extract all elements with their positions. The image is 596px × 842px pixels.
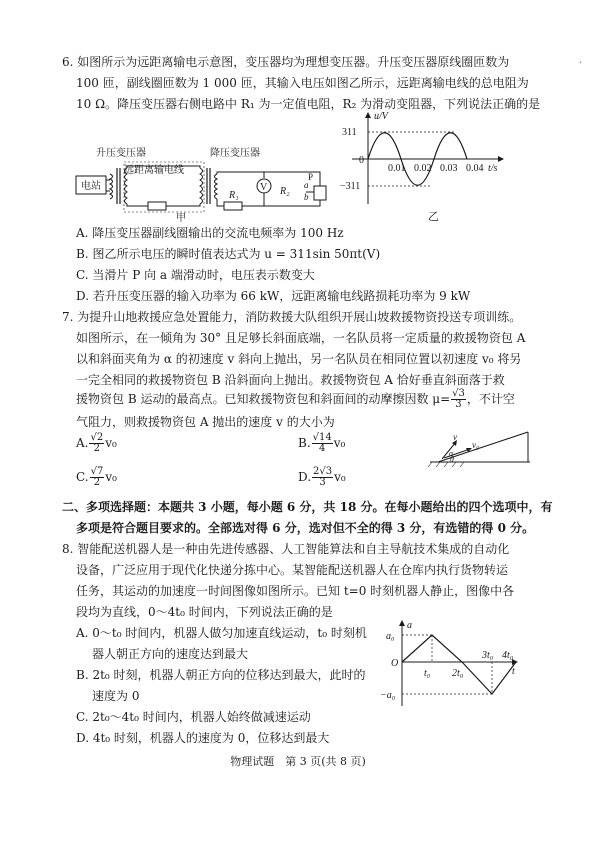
opt-c-num: √7	[90, 466, 104, 477]
slider-p-label: P	[308, 172, 314, 182]
q7-line1: 7. 为提升山地救援应急处置能力，消防救援大队组织开展山坡救援物资投送专项训练。	[62, 310, 522, 324]
q8-option-c: C. 2t₀～4t₀ 时间内，机器人始终做减速运动	[76, 710, 311, 724]
q6-line3: 10 Ω。降压变压器右侧电路中 R₁ 为一定值电阻，R₂ 为滑动变阻器，下列说法正确的是	[76, 97, 541, 111]
opt-b-den: 4	[319, 443, 326, 454]
opt-a-den: 2	[93, 443, 101, 454]
y-top-label: 311	[342, 127, 357, 138]
q8-option-d: D. 4t₀ 时刻，机器人的速度为 0，位移达到最大	[76, 731, 330, 745]
q6-option-b: B. 图乙所示电压的瞬时值表达式为 u = 311sin 50πt(V)	[76, 247, 381, 261]
opt-d-den: 3	[319, 477, 326, 488]
section2-line2: 多项是符合题目要求的。全部选对得 6 分，选对但不全的得 3 分，有选错的得 0 分。	[76, 521, 535, 535]
step-up-primary-coil	[110, 174, 113, 199]
q7-line6: 气阻力，则救援物资包 A 抛出的速度 v 的大小为	[76, 415, 335, 429]
opt-c-den: 2	[93, 477, 101, 488]
graph-neg-a0-label: −a₀	[380, 690, 396, 701]
page-footer: 物理试题 第 3 页(共 8 页)	[230, 755, 366, 768]
q7-option-c: C. $\frac{√7}{2}$ v₀	[76, 466, 117, 488]
q6-option-a: A. 降压变压器副线圈输出的交流电频率为 100 Hz	[76, 226, 344, 240]
q8-option-a-line1: A. 0～t₀ 时间内，机器人做匀加速直线运动，t₀ 时刻机	[76, 626, 367, 640]
mu-num: √3	[452, 388, 465, 399]
y-bottom-label: −311	[340, 181, 361, 192]
q7-line4: 一完全相同的救援物资包 B 沿斜面向上抛出。救援物资包 A 恰好垂直斜面落于救	[76, 373, 505, 387]
q7-line5	[76, 388, 515, 410]
incline-theta-label: θ	[450, 455, 454, 464]
graph-2t0-label: 2t₀	[452, 668, 464, 679]
line-label: 远距离输电线	[124, 165, 184, 176]
q6-option-d: D. 若升压变压器的输入功率为 66 kW，远距离输电线路损耗功率为 9 kW	[76, 289, 471, 303]
r2-label: R₂	[280, 186, 290, 197]
q8-line2: 设备，广泛应用于现代化快递分拣中心。某智能配送机器人在仓库内执行货物转运	[76, 563, 509, 577]
line-resistor	[148, 202, 166, 210]
acceleration-time-graph	[378, 618, 522, 708]
q8-option-b-line1: B. 2t₀ 时刻，机器人朝正方向的位移达到最大，此时的	[76, 668, 366, 682]
mu-den: 3	[455, 399, 462, 410]
tick-002: 0.02	[414, 163, 432, 174]
origin-label: 0	[359, 155, 364, 166]
r1-label: R₁	[229, 190, 239, 201]
mu-fraction	[451, 389, 466, 410]
graph-4t0-label: 4t₀	[502, 650, 514, 661]
graph-t0-label: t₀	[424, 668, 431, 679]
q8-line4: 段均为直线，0～4t₀ 时间内，下列说法正确的是	[76, 605, 333, 619]
graph-origin: O	[391, 658, 399, 669]
transmission-circuit-figure	[74, 146, 328, 222]
q6-option-c: C. 当滑片 P 向 a 端滑动时，电压表示数变大	[76, 268, 315, 282]
q7-option-a: A. $\frac{√2}{2}$ v₀	[76, 432, 117, 454]
q8-line1: 8. 智能配送机器人是一种由先进传感器、人工智能算法和自主导航技术集成的自动化	[62, 542, 510, 556]
acceleration-line	[402, 635, 516, 694]
voltmeter-label: V	[260, 182, 268, 193]
figure-jia-caption: 甲	[176, 213, 186, 222]
incline-figure	[426, 426, 536, 468]
graph-a0-label: a₀	[386, 631, 395, 642]
tick-003: 0.03	[440, 163, 458, 174]
corner-mark: ·	[578, 58, 582, 69]
graph-xlabel: t	[512, 666, 515, 677]
slider-b-label: b	[304, 192, 309, 202]
q7-option-b: B. $\frac{√14}{4}$ v₀	[298, 432, 346, 454]
graph-3t0-label: 3t₀	[482, 650, 494, 661]
slider-a-label: a	[304, 180, 309, 190]
step-down-secondary-coil	[215, 174, 218, 199]
tick-001: 0.01	[388, 163, 406, 174]
step-up-label: 升压变压器	[96, 148, 146, 159]
opt-a-num: √2	[90, 432, 104, 443]
station-label: 电站	[81, 181, 101, 192]
incline-v0-label: v₀	[472, 440, 480, 450]
q7-line2: 如图所示，在一倾角为 30° 且足够长斜面底端，一名队员将一定质量的救援物资包 A	[76, 331, 526, 345]
opt-b-num: √14	[312, 432, 332, 443]
ylabel: u/V	[374, 111, 388, 122]
q8-line3: 任务，其运动的加速度一时间图像如图所示。已知 t=0 时刻机器人静止，图像中各	[76, 584, 515, 598]
tick-004: 0.04	[466, 163, 484, 174]
step-down-primary-coil	[200, 168, 203, 204]
step-down-label: 降压变压器	[210, 148, 260, 159]
q8-option-b-line2: 速度为 0	[92, 689, 140, 703]
opt-d-num: 2√3	[313, 466, 333, 477]
voltage-waveform-figure	[332, 110, 508, 228]
q7-line5a: 援物资包 B 运动的最高点。已知救援物资包和斜面间的动摩擦因数 μ=	[76, 392, 451, 406]
graph-ylabel: a	[407, 620, 412, 631]
q8-option-a-line2: 器人朝正方向的速度达到最大	[92, 647, 249, 661]
figure-yi-caption: 乙	[428, 211, 439, 223]
q7-line5b: ，不计空	[466, 392, 515, 406]
q6-line2: 100 匝，副线圈匝数为 1 000 匝，其输入电压如图乙所示，远距离输电线的总电阻为	[76, 76, 529, 90]
rheostat-r2	[314, 186, 326, 200]
incline-alpha-label: α	[449, 449, 454, 458]
section2-line1: 二、多项选择题：本题共 3 小题，每小题 6 分，共 18 分。在每小题给出的四个选项中，有	[62, 500, 553, 514]
q7-option-d: D. $\frac{2√3}{3}$ v₀	[298, 466, 346, 488]
q6-line1: 6. 如图所示为远距离输电示意图，变压器均为理想变压器。升压变压器原线圈匝数为	[62, 55, 510, 69]
incline-v-label: v	[453, 432, 457, 442]
resistor-r1	[224, 202, 242, 210]
xlabel: t/s	[488, 163, 498, 174]
q7-line3: 以和斜面夹角为 α 的初速度 v 斜向上抛出，另一名队员在相同位置以初速度 v₀ 将另	[76, 352, 522, 366]
